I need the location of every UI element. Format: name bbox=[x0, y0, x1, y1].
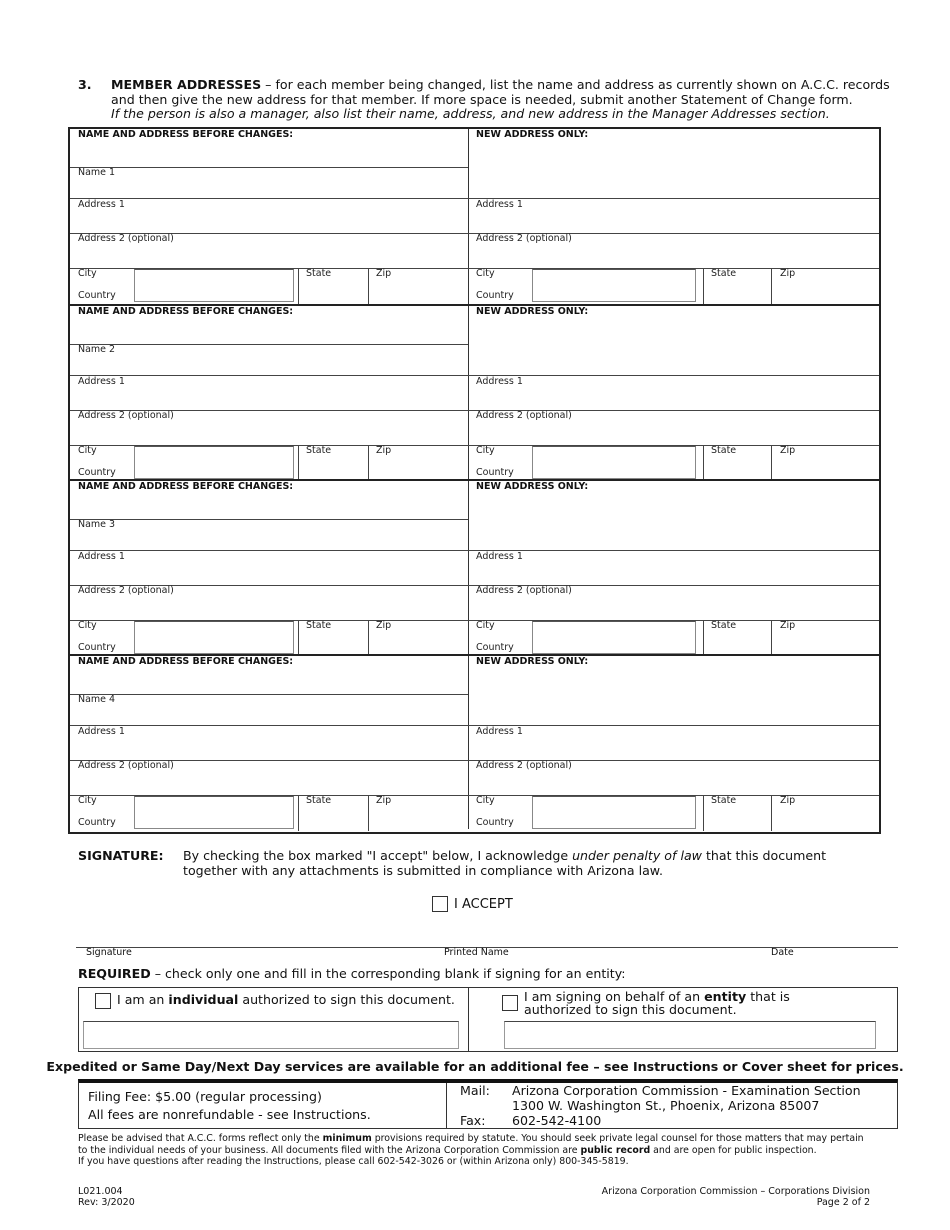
form-id-block bbox=[78, 1186, 135, 1208]
row-line bbox=[70, 725, 879, 726]
new-address2-field[interactable]: Address 2 (optional) bbox=[476, 410, 572, 421]
new-address2-field[interactable]: Address 2 (optional) bbox=[476, 585, 572, 596]
old-address1-field[interactable]: Address 1 bbox=[78, 199, 125, 210]
row-line bbox=[70, 233, 879, 234]
column-divider bbox=[468, 481, 469, 654]
signature-heading: SIGNATURE: bbox=[78, 848, 164, 863]
before-changes-header: NAME AND ADDRESS BEFORE CHANGES: bbox=[78, 306, 294, 317]
new-state-field[interactable]: State bbox=[711, 268, 737, 279]
new-address-header: NEW ADDRESS ONLY: bbox=[476, 656, 589, 667]
row-line bbox=[70, 344, 468, 345]
notice-text-1b: minimum bbox=[322, 1133, 372, 1144]
new-address-header: NEW ADDRESS ONLY: bbox=[476, 129, 589, 140]
row-line bbox=[70, 198, 879, 199]
cell-line bbox=[771, 795, 772, 831]
mail-line1: Arizona Corporation Commission - Examination Section bbox=[512, 1083, 861, 1098]
before-changes-header: NAME AND ADDRESS BEFORE CHANGES: bbox=[78, 481, 294, 492]
mail-label: Mail: bbox=[460, 1083, 490, 1098]
new-address-header: NEW ADDRESS ONLY: bbox=[476, 306, 589, 317]
old-city-field[interactable]: City bbox=[78, 620, 97, 631]
old-country-field[interactable]: Country bbox=[78, 290, 116, 301]
name-4-field[interactable]: Name 4 bbox=[78, 694, 116, 705]
fee-box bbox=[78, 1079, 898, 1129]
old-country-select[interactable] bbox=[134, 446, 294, 479]
cell-line bbox=[298, 268, 299, 304]
old-country-select[interactable] bbox=[134, 796, 294, 829]
cell-line bbox=[298, 795, 299, 831]
individual-text-a: I am an bbox=[117, 992, 169, 1007]
new-zip-field[interactable]: Zip bbox=[780, 795, 796, 806]
new-city-field[interactable]: City bbox=[476, 268, 495, 279]
individual-label bbox=[117, 993, 455, 1006]
old-zip-field[interactable]: Zip bbox=[376, 795, 392, 806]
cell-line bbox=[771, 445, 772, 481]
column-divider bbox=[468, 656, 469, 829]
cell-line bbox=[771, 268, 772, 304]
new-city-field[interactable]: City bbox=[476, 620, 495, 631]
nonrefundable-note: All fees are nonrefundable - see Instructions. bbox=[88, 1107, 371, 1122]
column-divider bbox=[468, 306, 469, 479]
old-country-select[interactable] bbox=[134, 269, 294, 302]
new-address1-field[interactable]: Address 1 bbox=[476, 726, 523, 737]
notice-line2 bbox=[78, 1145, 908, 1157]
mail-line2: 1300 W. Washington St., Phoenix, Arizona 85007 bbox=[512, 1098, 820, 1113]
old-address2-field[interactable]: Address 2 (optional) bbox=[78, 233, 174, 244]
required-instruction bbox=[78, 966, 626, 981]
section-text: – for each member being changed, list the name and address as currently shown on A.C.C. records and then give the new address for that member. If more space is needed, submit another Statement of Change form. bbox=[111, 77, 890, 107]
signature-statement bbox=[183, 849, 873, 878]
new-zip-field[interactable]: Zip bbox=[780, 620, 796, 631]
signature-text-italic: under penalty of law bbox=[572, 848, 702, 863]
accept-label: I ACCEPT bbox=[454, 896, 513, 912]
footer-org: Arizona Corporation Commission – Corporations Division bbox=[601, 1186, 870, 1197]
new-state-field[interactable]: State bbox=[711, 445, 737, 456]
old-zip-field[interactable]: Zip bbox=[376, 620, 392, 631]
old-zip-field[interactable]: Zip bbox=[376, 268, 392, 279]
old-address2-field[interactable]: Address 2 (optional) bbox=[78, 410, 174, 421]
cell-line bbox=[703, 795, 704, 831]
new-address-header: NEW ADDRESS ONLY: bbox=[476, 481, 589, 492]
cell-line bbox=[771, 620, 772, 656]
cell-line bbox=[703, 445, 704, 481]
new-address1-field[interactable]: Address 1 bbox=[476, 551, 523, 562]
new-country-select[interactable] bbox=[532, 269, 696, 302]
old-state-field[interactable]: State bbox=[306, 268, 332, 279]
notice-text-1a: Please be advised that A.C.C. forms reflect only the bbox=[78, 1133, 323, 1144]
old-address1-field[interactable]: Address 1 bbox=[78, 551, 125, 562]
new-city-field[interactable]: City bbox=[476, 445, 495, 456]
row-line bbox=[70, 375, 879, 376]
member-address-table bbox=[68, 127, 881, 834]
individual-checkbox[interactable] bbox=[95, 993, 111, 1009]
entity-text-d: authorized to sign this document. bbox=[524, 1002, 737, 1017]
old-address1-field[interactable]: Address 1 bbox=[78, 726, 125, 737]
signature-label: Signature bbox=[86, 947, 132, 958]
accept-control[interactable] bbox=[432, 896, 513, 912]
section-title: MEMBER ADDRESSES bbox=[111, 77, 262, 92]
required-text: – check only one and fill in the corresponding blank if signing for an entity: bbox=[150, 966, 626, 981]
old-country-select[interactable] bbox=[134, 621, 294, 654]
individual-option[interactable] bbox=[95, 993, 455, 1009]
signer-type-divider bbox=[468, 988, 469, 1051]
form-id: L021.004 bbox=[78, 1186, 123, 1197]
new-address1-field[interactable]: Address 1 bbox=[476, 376, 523, 387]
entity-option[interactable] bbox=[502, 990, 790, 1016]
new-country-select[interactable] bbox=[532, 796, 696, 829]
entity-text-a: I am signing on behalf of an bbox=[524, 989, 705, 1004]
accept-checkbox[interactable] bbox=[432, 896, 448, 912]
new-state-field[interactable]: State bbox=[711, 795, 737, 806]
new-zip-field[interactable]: Zip bbox=[780, 445, 796, 456]
new-city-field[interactable]: City bbox=[476, 795, 495, 806]
old-city-field[interactable]: City bbox=[78, 795, 97, 806]
member-block-4 bbox=[70, 654, 879, 829]
old-country-field[interactable]: Country bbox=[78, 467, 116, 478]
cell-line bbox=[298, 620, 299, 656]
old-zip-field[interactable]: Zip bbox=[376, 445, 392, 456]
cell-line bbox=[368, 445, 369, 481]
cell-line bbox=[368, 620, 369, 656]
row-line bbox=[70, 694, 468, 695]
section-italic-note: If the person is also a manager, also list their name, address, and new address in the Manager Addresses section. bbox=[111, 106, 830, 122]
column-divider bbox=[468, 129, 469, 304]
date-label: Date bbox=[771, 947, 794, 958]
new-country-field[interactable]: Country bbox=[476, 290, 514, 301]
new-country-field[interactable]: Country bbox=[476, 642, 514, 653]
notice-text-1c: provisions required by statute. You should seek private legal counsel for those matters that may pertain bbox=[371, 1133, 864, 1144]
footer-org-block bbox=[602, 1186, 870, 1208]
section-number: 3. bbox=[78, 77, 92, 92]
row-line bbox=[70, 519, 468, 520]
new-state-field[interactable]: State bbox=[711, 620, 737, 631]
old-state-field[interactable]: State bbox=[306, 795, 332, 806]
fax-number: 602-542-4100 bbox=[512, 1113, 602, 1128]
individual-text-bold: individual bbox=[168, 992, 239, 1007]
entity-text-bold: entity bbox=[704, 989, 747, 1004]
new-country-select[interactable] bbox=[532, 621, 696, 654]
form-revision: Rev: 3/2020 bbox=[78, 1197, 135, 1208]
name-1-field[interactable]: Name 1 bbox=[78, 167, 116, 178]
row-line bbox=[70, 410, 879, 411]
old-country-field[interactable]: Country bbox=[78, 642, 116, 653]
new-address1-field[interactable]: Address 1 bbox=[476, 199, 523, 210]
old-address2-field[interactable]: Address 2 (optional) bbox=[78, 585, 174, 596]
filing-fee: Filing Fee: $5.00 (regular processing) bbox=[88, 1089, 322, 1104]
new-country-select[interactable] bbox=[532, 446, 696, 479]
old-state-field[interactable]: State bbox=[306, 445, 332, 456]
before-changes-header: NAME AND ADDRESS BEFORE CHANGES: bbox=[78, 656, 294, 667]
row-line bbox=[70, 167, 468, 168]
signature-text-b: that this document together with any attachments is submitted in compliance with Arizona law. bbox=[183, 848, 827, 878]
cell-line bbox=[368, 268, 369, 304]
notice-line1 bbox=[78, 1133, 908, 1145]
printed-name-label: Printed Name bbox=[444, 947, 509, 958]
fee-divider bbox=[446, 1083, 447, 1128]
member-block-2 bbox=[70, 304, 879, 479]
new-address2-field[interactable]: Address 2 (optional) bbox=[476, 760, 572, 771]
name-2-field[interactable]: Name 2 bbox=[78, 344, 116, 355]
cell-line bbox=[703, 268, 704, 304]
fax-label: Fax: bbox=[460, 1113, 486, 1128]
page-number: Page 2 of 2 bbox=[816, 1197, 870, 1208]
member-block-3 bbox=[70, 479, 879, 654]
entity-label bbox=[524, 990, 790, 1016]
signature-text-a: By checking the box marked "I accept" below, I acknowledge bbox=[183, 848, 573, 863]
notice-text-2b: public record bbox=[580, 1144, 651, 1156]
entity-input[interactable] bbox=[504, 1021, 876, 1049]
new-country-field[interactable]: Country bbox=[476, 817, 514, 828]
signer-type-box bbox=[78, 987, 898, 1052]
entity-checkbox[interactable] bbox=[502, 995, 518, 1011]
cell-line bbox=[368, 795, 369, 831]
old-address2-field[interactable]: Address 2 (optional) bbox=[78, 760, 174, 771]
old-country-field[interactable]: Country bbox=[78, 817, 116, 828]
member-block-1 bbox=[70, 129, 879, 304]
individual-text-c: authorized to sign this document. bbox=[238, 992, 455, 1007]
row-line bbox=[70, 585, 879, 586]
legal-notice bbox=[78, 1133, 908, 1168]
required-bold: REQUIRED bbox=[78, 966, 151, 981]
new-country-field[interactable]: Country bbox=[476, 467, 514, 478]
before-changes-header: NAME AND ADDRESS BEFORE CHANGES: bbox=[78, 129, 294, 140]
expedited-notice: Expedited or Same Day/Next Day services are available for an additional fee – see Instructions or Cover sheet for prices. bbox=[46, 1059, 904, 1074]
notice-text-2c: and are open for public inspection. bbox=[650, 1144, 817, 1156]
row-line bbox=[70, 550, 879, 551]
cell-line bbox=[298, 445, 299, 481]
entity-text-c: that is bbox=[746, 989, 790, 1004]
cell-line bbox=[703, 620, 704, 656]
notice-text-2a: to the individual needs of your business. All documents filed with the Arizona Corporation Commission are bbox=[78, 1144, 581, 1156]
individual-input[interactable] bbox=[83, 1021, 459, 1049]
row-line bbox=[70, 760, 879, 761]
old-city-field[interactable]: City bbox=[78, 268, 97, 279]
old-address1-field[interactable]: Address 1 bbox=[78, 376, 125, 387]
notice-line3: If you have questions after reading the Instructions, please call 602-542-3026 or (within Arizona only) 800-345-5819. bbox=[78, 1156, 629, 1167]
section-description bbox=[111, 78, 901, 122]
old-state-field[interactable]: State bbox=[306, 620, 332, 631]
new-zip-field[interactable]: Zip bbox=[780, 268, 796, 279]
name-3-field[interactable]: Name 3 bbox=[78, 519, 116, 530]
old-city-field[interactable]: City bbox=[78, 445, 97, 456]
new-address2-field[interactable]: Address 2 (optional) bbox=[476, 233, 572, 244]
